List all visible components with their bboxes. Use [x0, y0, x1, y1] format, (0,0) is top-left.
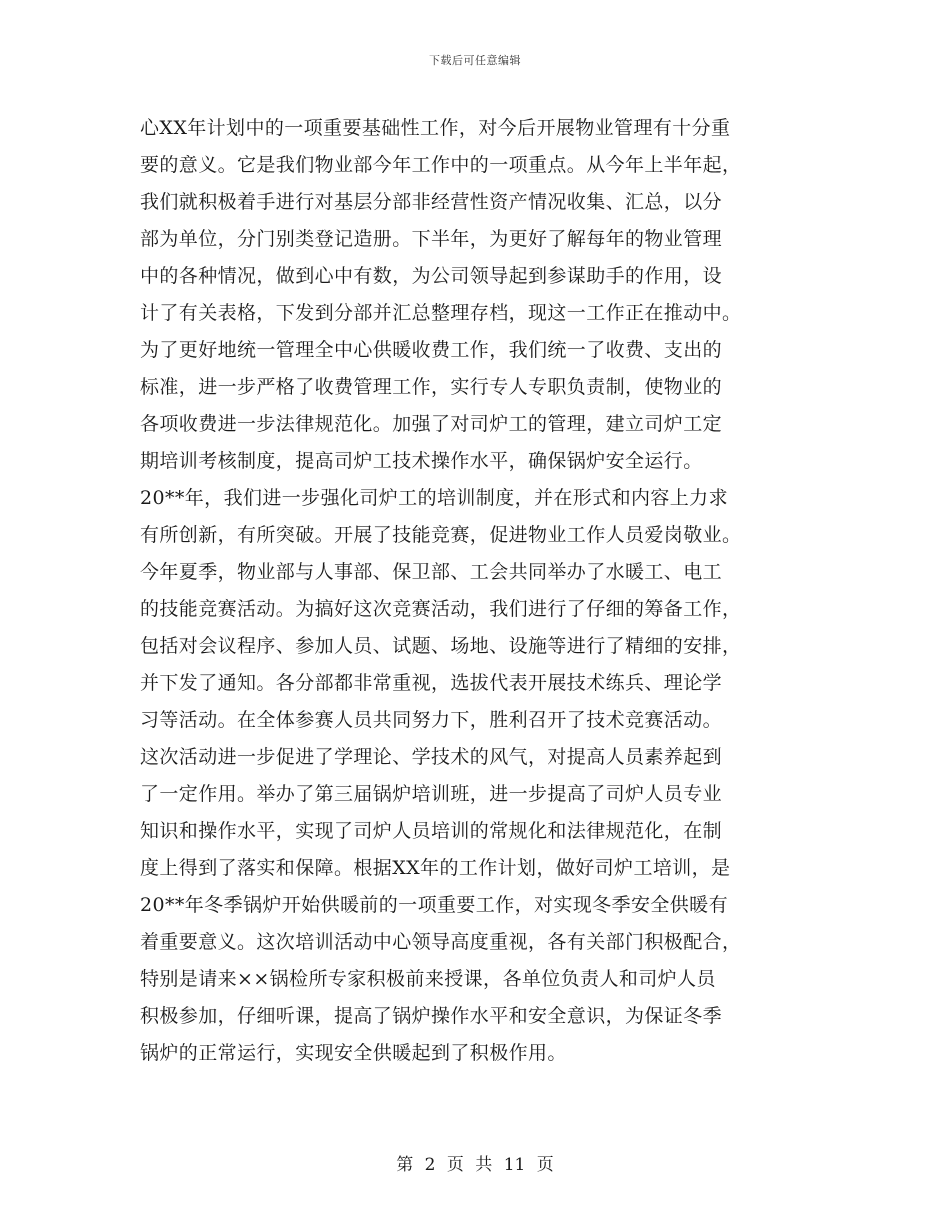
text-line: 今年夏季，物业部与人事部、保卫部、工会共同举办了水暖工、电工	[140, 561, 723, 583]
text-line: 了一定作用。举办了第三届锅炉培训班，进一步提高了司炉人员专业	[140, 783, 723, 805]
page-header: 下载后可任意编辑	[429, 54, 521, 67]
text-line: 期培训考核制度，提高司炉工技术操作水平，确保锅炉安全运行。	[140, 450, 703, 472]
text-line: 计了有关表格，下发到分部并汇总整理存档，现这一工作正在推动中。	[140, 302, 742, 324]
text-line: 特别是请来××锅检所专家积极前来授课，各单位负责人和司炉人员	[140, 968, 716, 990]
text-line: 中的各种情况，做到心中有数，为公司领导起到参谋助手的作用，设	[140, 265, 723, 287]
text-line: 各项收费进一步法律规范化。加强了对司炉工的管理，建立司炉工定	[140, 413, 723, 435]
text-line: 有所创新，有所突破。开展了技能竞赛，促进物业工作人员爱岗敬业。	[140, 524, 742, 546]
text-line: 部为单位，分门别类登记造册。下半年，为更好了解每年的物业管理	[140, 228, 723, 250]
text-line: 要的意义。它是我们物业部今年工作中的一项重点。从今年上半年起，	[140, 154, 742, 176]
text-line: 为了更好地统一管理全中心供暖收费工作，我们统一了收费、支出的	[140, 339, 723, 361]
text-line: 着重要意义。这次培训活动中心领导高度重视，各有关部门积极配合，	[140, 931, 742, 953]
text-line: 知识和操作水平，实现了司炉人员培训的常规化和法律规范化，在制	[140, 820, 723, 842]
text-line: 20**年，我们进一步强化司炉工的培训制度，并在形式和内容上力求	[140, 487, 728, 509]
page-number-footer: 第 2 页 共 11 页	[396, 1155, 554, 1175]
text-line: 并下发了通知。各分部都非常重视，选拔代表开展技术练兵、理论学	[140, 672, 723, 694]
text-line: 度上得到了落实和保障。根据XX年的工作计划，做好司炉工培训，是	[140, 857, 731, 879]
text-line: 积极参加，仔细听课，提高了锅炉操作水平和安全意识，为保证冬季	[140, 1005, 723, 1027]
text-line: 心XX年计划中的一项重要基础性工作，对今后开展物业管理有十分重	[140, 117, 731, 139]
text-line: 习等活动。在全体参赛人员共同努力下，胜利召开了技术竞赛活动。	[140, 709, 723, 731]
document-body	[140, 110, 812, 1072]
text-line: 的技能竞赛活动。为搞好这次竞赛活动，我们进行了仔细的筹备工作，	[140, 598, 742, 620]
text-line: 锅炉的正常运行，实现安全供暖起到了积极作用。	[140, 1042, 567, 1064]
text-line: 包括对会议程序、参加人员、试题、场地、设施等进行了精细的安排，	[140, 635, 742, 657]
text-line: 我们就积极着手进行对基层分部非经营性资产情况收集、汇总，以分	[140, 191, 723, 213]
text-line: 标准，进一步严格了收费管理工作，实行专人专职负责制，使物业的	[140, 376, 723, 398]
text-line: 这次活动进一步促进了学理论、学技术的风气，对提高人员素养起到	[140, 746, 723, 768]
text-line: 20**年冬季锅炉开始供暖前的一项重要工作，对实现冬季安全供暖有	[140, 894, 728, 916]
